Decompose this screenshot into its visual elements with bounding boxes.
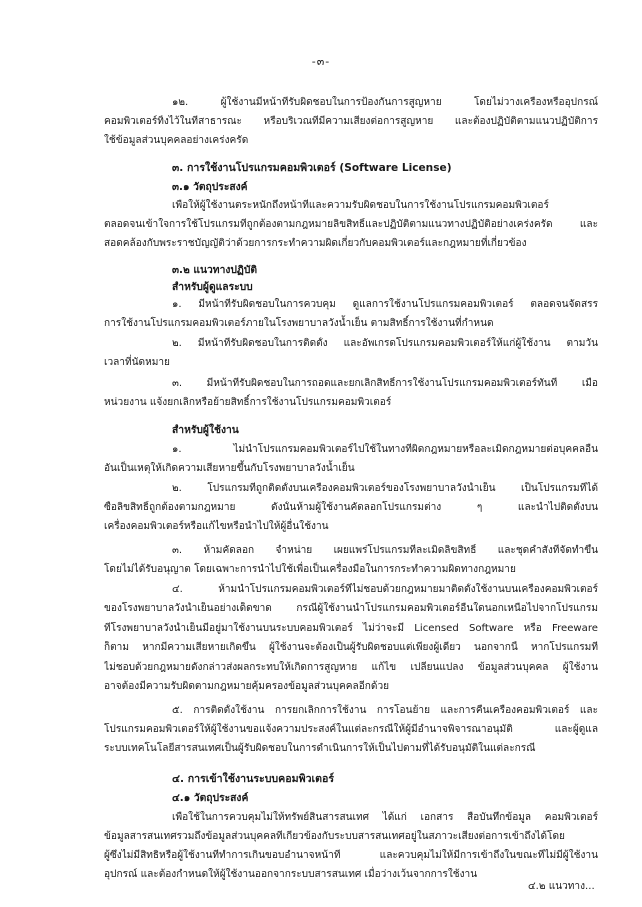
item12-line2: คอมพิวเตอร์ทิ้งไว้ในที่สาธารณะ หรือบริเวณที่มีความเสี่ยงต่อการสูญหาย และต้องปฏิบัติตามแนวปฏิบัติการ (104, 116, 598, 127)
section4-heading: ๔. การเข้าใช้งานระบบคอมพิวเตอร์ (172, 773, 335, 785)
section3-1-line: ตลอดจนเข้าใจการใช้โปรแกรมที่ถูกต้องตามกฎหมายลิขสิทธิ์และปฏิบัติตามแนวทางปฏิบัติอย่างเคร่งครัด และ (104, 219, 598, 230)
user-line: ซื้อลิขสิทธิ์ถูกต้องตามกฎหมาย ดังนั้นห้ามผู้ใช้งานคัดลอกโปรแกรมต่าง ๆ และนำไปติดตั้งบน (104, 502, 598, 513)
user-line: ที่โรงพยาบาลวังน้ำเย็นมีอยู่มาใช้งานบนระบบคอมพิวเตอร์ ไม่ว่าจะมี Licensed Software หรือ Freeware (104, 623, 598, 634)
user-line: ระบบเทคโนโลยีสารสนเทศเป็นผู้รับผิดชอบในการดำเนินการให้เป็นไปตามที่ได้รับอนุมัติในแต่ละกรณี (104, 743, 536, 754)
section4-1-heading: ๔.๑ วัตถุประสงค์ (172, 792, 249, 804)
section3-1-heading: ๓.๑ วัตถุประสงค์ (172, 181, 248, 193)
section4-1-line: ผู้ซึ่งไม่มีสิทธิหรือผู้ใช้งานที่ทำการเกินขอบอำนาจหน้าที่ และควบคุมไม่ให้มีการเข้าถึงในขณะที่ไม่มีผู้ใช้งาน (104, 850, 598, 861)
admin-line: หน่วยงาน แจ้งยกเลิกหรือย้ายสิทธิ์การใช้งานโปรแกรมคอมพิวเตอร์ (104, 397, 392, 408)
user-line: อันเป็นเหตุให้เกิดความเสียหายขึ้นกับโรงพยาบาลวังน้ำเย็น (104, 463, 355, 474)
user-line: ๑. ไม่นำโปรแกรมคอมพิวเตอร์ไปใช้ในทางที่ผิดกฎหมายหรือละเมิดกฎหมายต่อบุคคลอื่น (172, 444, 598, 455)
section4-1-line: ข้อมูลสารสนเทศรวมถึงข้อมูลส่วนบุคคลที่เกี่ยวข้องกับระบบสารสนเทศอยู่ในสภาวะเสี่ยงต่อการเข้าถึงได้โดย (104, 831, 565, 842)
user-subheading: สำหรับผู้ใช้งาน (172, 424, 239, 436)
user-line: ของโรงพยาบาลวังน้ำเย็นอย่างเด็ดขาด กรณีผู้ใช้งานนำโปรแกรมคอมพิวเตอร์อื่นใดนอกเหนือไปจากโปรแกรม (104, 603, 598, 614)
user-line: เครื่องคอมพิวเตอร์หรือแก้ไขหรือนำไปให้ผู้อื่นใช้งาน (104, 521, 329, 532)
user-line: ๔. ห้ามนำโปรแกรมคอมพิวเตอร์ที่ไม่ชอบด้วยกฎหมายมาติดตั้งใช้งานบนเครื่องคอมพิวเตอร์ (172, 584, 598, 595)
section4-1-line: อุปกรณ์ และต้องกำหนดให้ผู้ใช้งานออกจากระบบสารสนเทศ เมื่อว่างเว้นจากการใช้งาน (104, 869, 478, 880)
section3-1-line: เพื่อให้ผู้ใช้งานตระหนักถึงหน้าที่และความรับผิดชอบในการใช้งานโปรแกรมคอมพิวเตอร์ (172, 200, 549, 211)
user-line: โปรแกรมคอมพิวเตอร์ให้ผู้ใช้งานขอแจ้งความประสงค์ในแต่ละกรณีให้ผู้มีอำนาจพิจารณาอนุมัติ และผู้ดูแล (104, 724, 598, 735)
admin-subheading: สำหรับผู้ดูแลระบบ (172, 281, 253, 293)
section4-1-line: เพื่อใช้ในการควบคุมไม่ให้ทรัพย์สินสารสนเทศ ได้แก่ เอกสาร สื่อบันทึกข้อมูล คอมพิวเตอร์ (172, 812, 598, 823)
user-line: ก็ตาม หากมีความเสียหายเกิดขึ้น ผู้ใช้งานจะต้องเป็นผู้รับผิดชอบแต่เพียงผู้เดียว นอกจากนี้ หากโปรแกรมที่ (104, 642, 598, 653)
user-line: ๓. ห้ามคัดลอก จำหน่าย เผยแพร่โปรแกรมที่ละเมิดลิขสิทธิ์ และชุดคำสั่งที่จัดทำขึ้น (172, 545, 598, 556)
admin-line: เวลาที่นัดหมาย (104, 357, 170, 368)
user-line: โดยไม่ได้รับอนุญาต โดยเฉพาะการนำไปใช้เพื่อเป็นเครื่องมือในการกระทำความผิดทางกฎหมาย (104, 564, 516, 575)
user-line: ไม่ชอบด้วยกฎหมายดังกล่าวส่งผลกระทบให้เกิดการสูญหาย แก้ไข เปลี่ยนแปลง ข้อมูลส่วนบุคคล ผู้ใช้งาน (104, 662, 598, 673)
user-line: ๒. โปรแกรมที่ถูกติดตั้งบนเครื่องคอมพิวเตอร์ของโรงพยาบาลวังน้ำเย็น เป็นโปรแกรมที่ได้ (172, 483, 598, 494)
continuation-footer: ๔.๒ แนวทาง... (528, 881, 595, 892)
user-line: อาจต้องมีความรับผิดตามกฎหมายคุ้มครองข้อมูลส่วนบุคคลอีกด้วย (104, 681, 390, 692)
item12-line1: ๑๒. ผู้ใช้งานมีหน้าที่รับผิดชอบในการป้องกันการสูญหาย โดยไม่วางเครื่องหรืออุปกรณ์ (172, 97, 598, 108)
admin-line: ๓. มีหน้าที่รับผิดชอบในการถอดและยกเลิกสิทธิ์การใช้งานโปรแกรมคอมพิวเตอร์ทันที เมื่อ (172, 378, 598, 389)
section3-2-heading: ๓.๒ แนวทางปฏิบัติ (172, 264, 258, 276)
user-line: ๕. การติดตั้งใช้งาน การยกเลิกการใช้งาน การโอนย้าย และการคืนเครื่องคอมพิวเตอร์ และ (172, 705, 598, 716)
section3-heading: ๓. การใช้งานโปรแกรมคอมพิวเตอร์ (Software License) (172, 162, 452, 174)
page-number: -๓- (311, 55, 331, 68)
admin-line: ๒. มีหน้าที่รับผิดชอบในการติดตั้ง และอัพเกรดโปรแกรมคอมพิวเตอร์ให้แก่ผู้ใช้งาน ตามวัน (172, 338, 598, 349)
admin-line: การใช้งานโปรแกรมคอมพิวเตอร์ภายในโรงพยาบาลวังน้ำเย็น ตามสิทธิ์การใช้งานที่กำหนด (104, 318, 494, 329)
section3-1-line: สอดคล้องกับพระราชบัญญัติว่าด้วยการกระทำความผิดเกี่ยวกับคอมพิวเตอร์และกฎหมายที่เกี่ยวข้อง (104, 238, 527, 249)
admin-line: ๑. มีหน้าที่รับผิดชอบในการควบคุม ดูแลการใช้งานโปรแกรมคอมพิวเตอร์ ตลอดจนจัดสรร (172, 299, 598, 310)
item12-line3: ใช้ข้อมูลส่วนบุคคลอย่างเคร่งครัด (104, 135, 249, 146)
